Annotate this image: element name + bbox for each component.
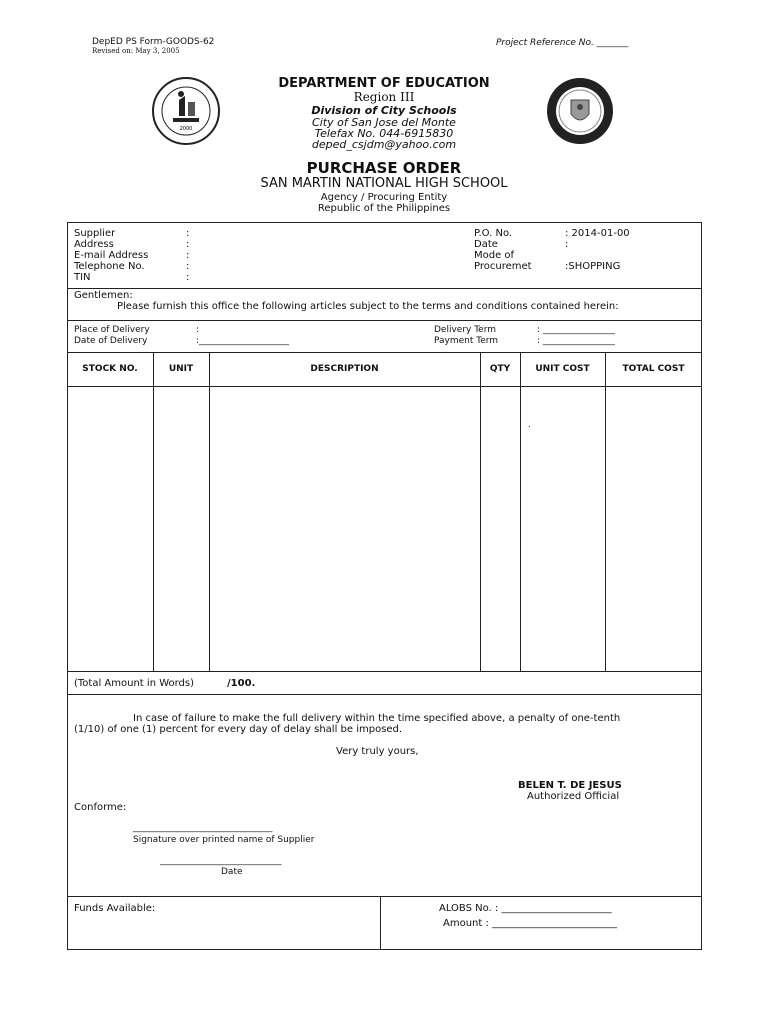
- divider: [67, 288, 702, 289]
- total-words-value: /100.: [227, 678, 256, 689]
- furnish-text: Please furnish this office the following articles subject to the terms and conditions contained herein:: [117, 301, 619, 312]
- date-of-delivery-value: :____________________: [196, 336, 290, 346]
- republic: Republic of the Philippines: [317, 203, 451, 214]
- date-caption: Date: [221, 867, 243, 877]
- telefax: Telefax No. 044-6915830: [314, 127, 454, 140]
- penalty-text-2: (1/10) of one (1) percent for every day of delay shall be imposed.: [74, 724, 403, 735]
- col-header-qty: QTY: [489, 364, 511, 374]
- po-values: [565, 228, 630, 272]
- official-title: Authorized Official: [527, 791, 620, 802]
- po-no-value: : 2014-01-00: [565, 228, 630, 239]
- col-divider: [605, 352, 606, 671]
- col-divider: [209, 352, 210, 671]
- colon: :: [186, 261, 190, 272]
- city: City of San Jose del Monte: [312, 116, 456, 129]
- col-divider: [380, 896, 381, 950]
- colon: :: [186, 272, 190, 283]
- po-no-label: P.O. No.: [474, 228, 513, 239]
- col-header-total-cost: TOTAL COST: [622, 364, 685, 374]
- total-words-label: (Total Amount in Words): [74, 678, 195, 689]
- tin-label: TIN: [74, 272, 91, 283]
- col-header-stock-no: STOCK NO.: [82, 364, 138, 374]
- supplier-labels: [74, 228, 148, 283]
- signature-line: _______________________________: [133, 823, 273, 833]
- supplier-label: Supplier: [74, 228, 116, 239]
- divider: [67, 896, 702, 897]
- divider: [67, 320, 702, 321]
- date-value: :: [565, 239, 569, 250]
- amount: Amount : _________________________: [443, 918, 618, 929]
- alobs-no: ALOBS No. : ______________________: [439, 903, 612, 914]
- division: Division of City Schools: [311, 104, 457, 117]
- agency-label: Agency / Procuring Entity: [320, 192, 448, 203]
- date-line: ___________________________: [160, 856, 282, 866]
- closing: Very truly yours,: [336, 746, 419, 757]
- region: Region III: [353, 90, 415, 104]
- col-header-description: DESCRIPTION: [310, 364, 379, 374]
- delivery-term-value: : ________________: [537, 325, 615, 335]
- payment-term-label: Payment Term: [434, 336, 499, 346]
- delivery-term-label: Delivery Term: [434, 325, 497, 335]
- official-name: BELEN T. DE JESUS: [518, 780, 622, 791]
- signature-caption: Signature over printed name of Supplier: [133, 835, 315, 845]
- supplier-colons: [186, 228, 189, 283]
- funds-available-label: Funds Available:: [74, 903, 156, 914]
- colon: :: [186, 228, 190, 239]
- mode-blank: [565, 250, 630, 261]
- department-title: DEPARTMENT OF EDUCATION: [278, 76, 490, 91]
- colon: :: [186, 239, 190, 250]
- procurement-label: Procuremet: [474, 261, 532, 272]
- revised-date: Revised on: May 3, 2005: [92, 47, 180, 55]
- email: deped_csjdm@yahoo.com: [311, 138, 457, 151]
- col-header-unit: UNIT: [168, 364, 194, 374]
- divider: [67, 671, 702, 672]
- mode-value: :SHOPPING: [565, 261, 621, 272]
- col-divider: [153, 352, 154, 671]
- mode-label: Mode of: [474, 250, 515, 261]
- po-labels: [474, 228, 532, 272]
- salutation: Gentlemen:: [74, 290, 133, 301]
- col-divider: [480, 352, 481, 671]
- divider: [67, 694, 702, 695]
- telephone-label: Telephone No.: [74, 261, 145, 272]
- conforme-label: Conforme:: [74, 802, 127, 813]
- place-of-delivery-value: :: [196, 325, 200, 335]
- form-code: DepED PS Form-GOODS-62: [92, 37, 215, 47]
- email-label: E-mail Address: [74, 250, 149, 261]
- document-title: PURCHASE ORDER: [306, 159, 462, 177]
- date-of-delivery-label: Date of Delivery: [74, 336, 148, 346]
- unit-cost-dot: .: [528, 420, 531, 430]
- col-header-unit-cost: UNIT COST: [535, 364, 590, 374]
- divider: [67, 386, 702, 387]
- deped-seal-logo: [545, 76, 615, 146]
- place-of-delivery-label: Place of Delivery: [74, 325, 150, 335]
- colon: :: [186, 250, 190, 261]
- project-reference: Project Reference No. _______: [496, 38, 629, 48]
- address-label: Address: [74, 239, 114, 250]
- school-seal-logo: [151, 76, 221, 146]
- payment-term-value: : ________________: [537, 336, 615, 346]
- date-label: Date: [474, 239, 498, 250]
- col-divider: [520, 352, 521, 671]
- penalty-text-1: In case of failure to make the full delivery within the time specified above, a penalty of one-tenth: [133, 713, 621, 724]
- divider: [67, 352, 702, 353]
- school-name: SAN MARTIN NATIONAL HIGH SCHOOL: [260, 176, 508, 191]
- seal-year: 2000: [179, 126, 193, 132]
